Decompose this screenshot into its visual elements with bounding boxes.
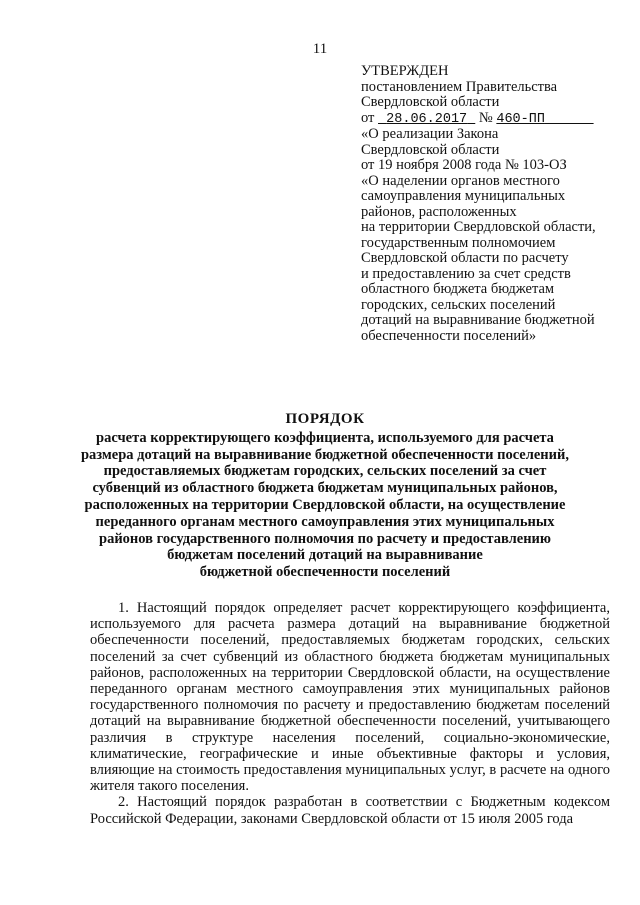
document-body bbox=[90, 600, 610, 827]
approval-stamp-block bbox=[361, 64, 631, 344]
document-title bbox=[60, 411, 590, 581]
title-line: районов государственного полномочия по расчету и предоставлению bbox=[99, 530, 551, 547]
title-line: переданного органам местного самоуправления этих муниципальных bbox=[95, 513, 555, 530]
date-prefix: от bbox=[361, 109, 375, 126]
reference-line: от 19 ноября 2008 года № 103-ОЗ bbox=[361, 157, 567, 173]
title-heading: ПОРЯДОК bbox=[285, 411, 365, 427]
page-number: 11 bbox=[312, 41, 328, 57]
approval-line: Свердловской области bbox=[361, 94, 500, 110]
title-line: размера дотаций на выравнивание бюджетной обеспеченности поселений, bbox=[80, 446, 569, 463]
decree-date: 28.06.2017 bbox=[386, 111, 468, 127]
reference-line: самоуправления муниципальных bbox=[361, 188, 566, 204]
approval-date-line bbox=[361, 111, 631, 128]
reference-line: обеспеченности поселений» bbox=[361, 327, 537, 344]
title-line: бюджетной обеспеченности поселений bbox=[199, 564, 451, 581]
title-line: предоставляемых бюджетам городских, сельских поселений за счет bbox=[103, 463, 547, 480]
decree-number: 460-ПП bbox=[496, 111, 545, 127]
reference-line: Свердловской области по расчету bbox=[361, 250, 569, 266]
approved-label: УТВЕРЖДЕН bbox=[361, 63, 449, 79]
reference-line: областного бюджета бюджетам bbox=[361, 281, 555, 297]
title-line: бюджетам поселений дотаций на выравнивание bbox=[167, 547, 483, 564]
paragraph: 2. Настоящий порядок разработан в соответствии с Бюджетным кодексом Российской Федерации, законами Свердловской области от 15 июля 2005 года bbox=[90, 794, 610, 827]
title-line: расчета корректирующего коэффициента, используемого для расчета bbox=[96, 429, 554, 446]
paragraph: 1. Настоящий порядок определяет расчет корректирующего коэффициента, используемого для расчета размера дотаций на выравнивание бюджетной обеспеченности поселений, предоставляемых бюджетам городских, сельских поселений за счет субвенций из областного бюджета бюджетам муниципальных районов, расположенных на территории Свердловской области, на осуществление переданного органам местного самоуправления этих муниципальных районов государственного полномочия по расчету и предоставлению бюджетам поселений дотаций на выравнивание бюджетной обеспеченности поселений, учитывающего различия в структуре населения поселений, социально-экономические, климатические, географические и иные объективные факторы и условия, влияющие на стоимость предоставления муниципальных услуг, в расчете на одного жителя такого поселения. bbox=[90, 600, 610, 795]
approval-line: постановлением Правительства bbox=[361, 78, 558, 95]
reference-line: на территории Свердловской области, bbox=[361, 219, 596, 235]
reference-line: «О реализации Закона bbox=[361, 126, 499, 142]
reference-line: Свердловской области bbox=[361, 141, 500, 158]
reference-line: городских, сельских поселений bbox=[361, 296, 556, 313]
reference-line: дотаций на выравнивание бюджетной bbox=[361, 312, 595, 328]
reference-line: «О наделении органов местного bbox=[361, 172, 560, 189]
reference-line: и предоставлению за счет средств bbox=[361, 265, 571, 282]
title-line: субвенций из областного бюджета бюджетам муниципальных районов, bbox=[92, 480, 558, 497]
reference-line: государственным полномочием bbox=[361, 234, 556, 251]
title-line: расположенных на территории Свердловской области, на осуществление bbox=[84, 496, 566, 513]
number-sign: № bbox=[478, 109, 493, 126]
reference-line: районов, расположенных bbox=[361, 203, 517, 220]
